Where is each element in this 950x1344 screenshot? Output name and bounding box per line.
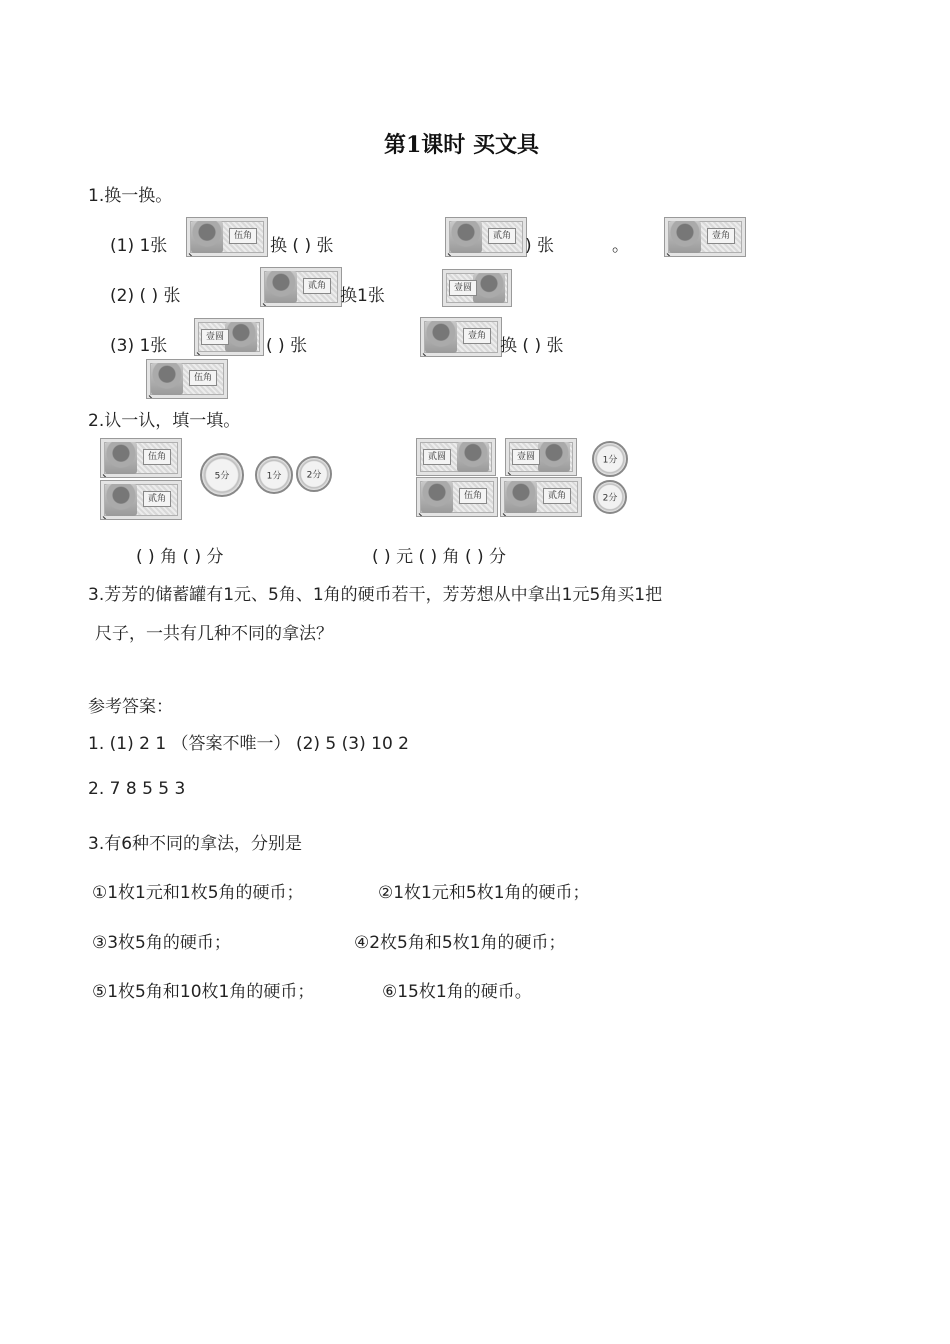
banknote-label: 壹圆 [449,280,477,296]
coin-1fen-image [255,456,293,494]
banknote-2jiao-image [260,267,342,307]
q1-line1-text-b: 换 ( ) 张 [270,236,334,256]
answer-3-option-1: ①1枚1元和1枚5角的硬币； [92,883,304,903]
banknote-label: 壹圆 [201,329,229,345]
answer-3-option-3: ③3枚5角的硬币； [92,933,231,953]
banknote-2jiao-image [100,480,182,520]
answer-3-option-6: ⑥15枚1角的硬币。 [382,982,532,1002]
banknote-label: 贰角 [543,488,571,504]
banknote-label: 贰圆 [423,449,451,465]
coin-2fen-image [593,480,627,514]
coin-label: 2分 [306,470,322,481]
q1-line3-text-b: ( ) 张 [266,336,308,356]
q1-line3-text-c: 换 ( ) 张 [500,336,564,356]
banknote-label: 贰角 [488,228,516,244]
coin-label: 5分 [214,471,230,482]
banknote-2jiao-image [500,477,582,517]
banknote-label: 壹角 [463,328,491,344]
coin-5fen-image [200,453,244,497]
q1-line2-text-b: 换1张 [340,286,385,306]
q2-right-fill: ( ) 元 ( ) 角 ( ) 分 [372,547,507,567]
q1-line1-text-a: (1) 1张 [110,236,168,256]
q1-line1-text-c: ) 张 [525,236,555,256]
banknote-2yuan-image [416,438,496,476]
banknote-label: 贰角 [143,491,171,507]
answer-2: 2. 7 8 5 5 3 [88,779,186,799]
banknote-1yuan-image [505,438,577,476]
banknote-label: 壹圆 [512,449,540,465]
banknote-5jiao-image [186,217,268,257]
banknote-5jiao-image [416,477,498,517]
q1-line1-text-d: 。 [612,236,629,256]
answer-3-option-5: ⑤1枚5角和10枚1角的硬币； [92,982,315,1002]
banknote-label: 伍角 [229,228,257,244]
banknote-5jiao-image [146,359,228,399]
q2-left-fill: ( ) 角 ( ) 分 [136,547,224,567]
banknote-label: 伍角 [459,488,487,504]
q2-heading: 2.认一认，填一填。 [88,411,241,431]
q1-line2-text-a: (2) ( ) 张 [110,286,181,306]
banknote-1yuan-image [442,269,512,307]
banknote-1jiao-image [420,317,502,357]
banknote-label: 伍角 [189,370,217,386]
answer-3: 3.有6种不同的拿法，分别是 [88,834,303,854]
banknote-label: 壹角 [707,228,735,244]
coin-label: 2分 [602,493,618,504]
coin-label: 1分 [602,455,618,466]
coin-1fen-image [592,441,628,477]
q3-line2: 尺子，一共有几种不同的拿法？ [95,624,333,644]
coin-2fen-image [296,456,332,492]
answer-3-option-2: ②1枚1元和5枚1角的硬币； [378,883,590,903]
q1-line3-text-a: (3) 1张 [110,336,168,356]
banknote-5jiao-image [100,438,182,478]
coin-label: 1分 [266,471,282,482]
answer-1: 1. (1) 2 1 （答案不唯一） (2) 5 (3) 10 2 [88,734,409,754]
banknote-1yuan-image [194,318,264,356]
banknote-2jiao-image [445,217,527,257]
q3-line1: 3.芳芳的储蓄罐有1元、5角、1角的硬币若干，芳芳想从中拿出1元5角买1把 [88,585,663,605]
banknote-1jiao-image [664,217,746,257]
answer-3-option-4: ④2枚5角和5枚1角的硬币； [354,933,566,953]
page-title: 第1课时 买文具 [384,132,539,158]
answers-heading: 参考答案： [88,697,173,717]
banknote-label: 伍角 [143,449,171,465]
q1-heading: 1.换一换。 [88,186,173,206]
banknote-label: 贰角 [303,278,331,294]
